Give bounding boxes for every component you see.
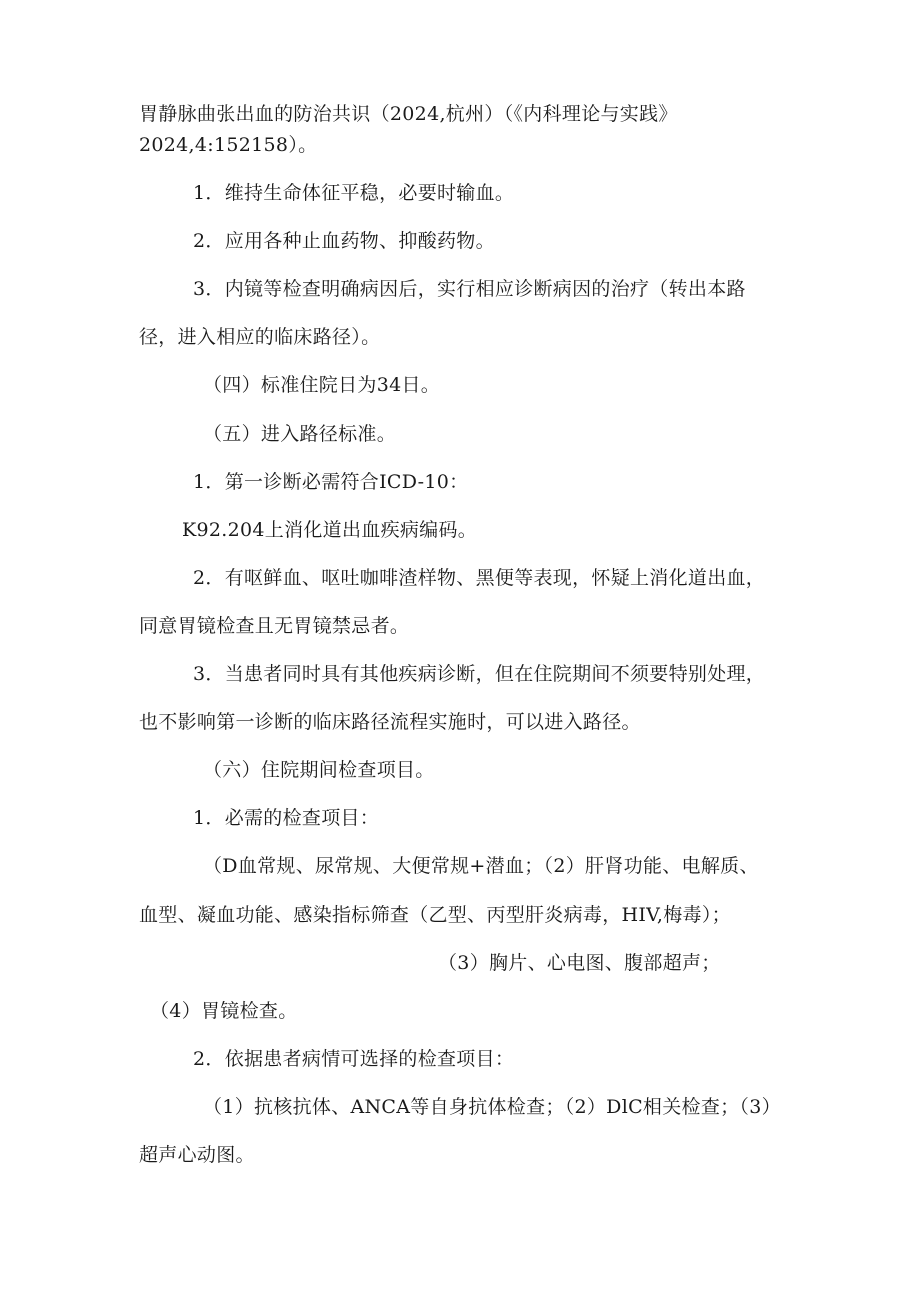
text-line: （六）住院期间检查项目。 [203, 759, 435, 781]
text-line: （1）抗核抗体、ANCA等自身抗体检查；（2）DlC相关检查；（3） [203, 1096, 781, 1118]
text-line: 3．当患者同时具有其他疾病诊断，但在住院期间不须要特别处理， [193, 663, 766, 685]
text-line: 2．依据患者病情可选择的检查项目： [193, 1048, 515, 1070]
text-line: 1．维持生命体征平稳，必要时输血。 [193, 182, 515, 204]
text-line: 2．有呕鲜血、呕吐咖啡渣样物、黑便等表现，怀疑上消化道出血， [193, 567, 766, 589]
text-line: （四）标准住院日为34日。 [203, 374, 441, 396]
text-line: 胃静脉曲张出血的防治共识（2024,杭州）（《内科理论与实践》 [139, 103, 678, 125]
text-line: 径，进入相应的临床路径）。 [139, 326, 381, 348]
text-line: 也不影响第一诊断的临床路径流程实施时，可以进入路径。 [139, 711, 641, 733]
text-line: 超声心动图。 [139, 1144, 255, 1166]
text-line: 2．应用各种止血药物、抑酸药物。 [193, 230, 495, 252]
text-line: 2024,4:152158）。 [139, 134, 318, 156]
text-line: 3．内镜等检查明确病因后，实行相应诊断病因的治疗（转出本路 [193, 278, 746, 300]
text-line: 1．必需的检查项目： [193, 807, 380, 829]
text-line: 同意胃镜检查且无胃镜禁忌者。 [139, 615, 410, 637]
text-line: （4）胃镜检查。 [150, 1000, 298, 1022]
text-line: K92.204上消化道出血疾病编码。 [182, 519, 478, 541]
text-line: （五）进入路径标准。 [203, 423, 397, 445]
text-line: （3）胸片、心电图、腹部超声； [438, 952, 721, 974]
text-line: 1．第一诊断必需符合ICD-10： [193, 471, 469, 493]
text-line: 血型、凝血功能、感染指标筛查（乙型、丙型肝炎病毒，HIV,梅毒）； [139, 904, 731, 926]
text-line: （D血常规、尿常规、大便常规+潜血；（2）肝肾功能、电解质、 [203, 855, 759, 877]
